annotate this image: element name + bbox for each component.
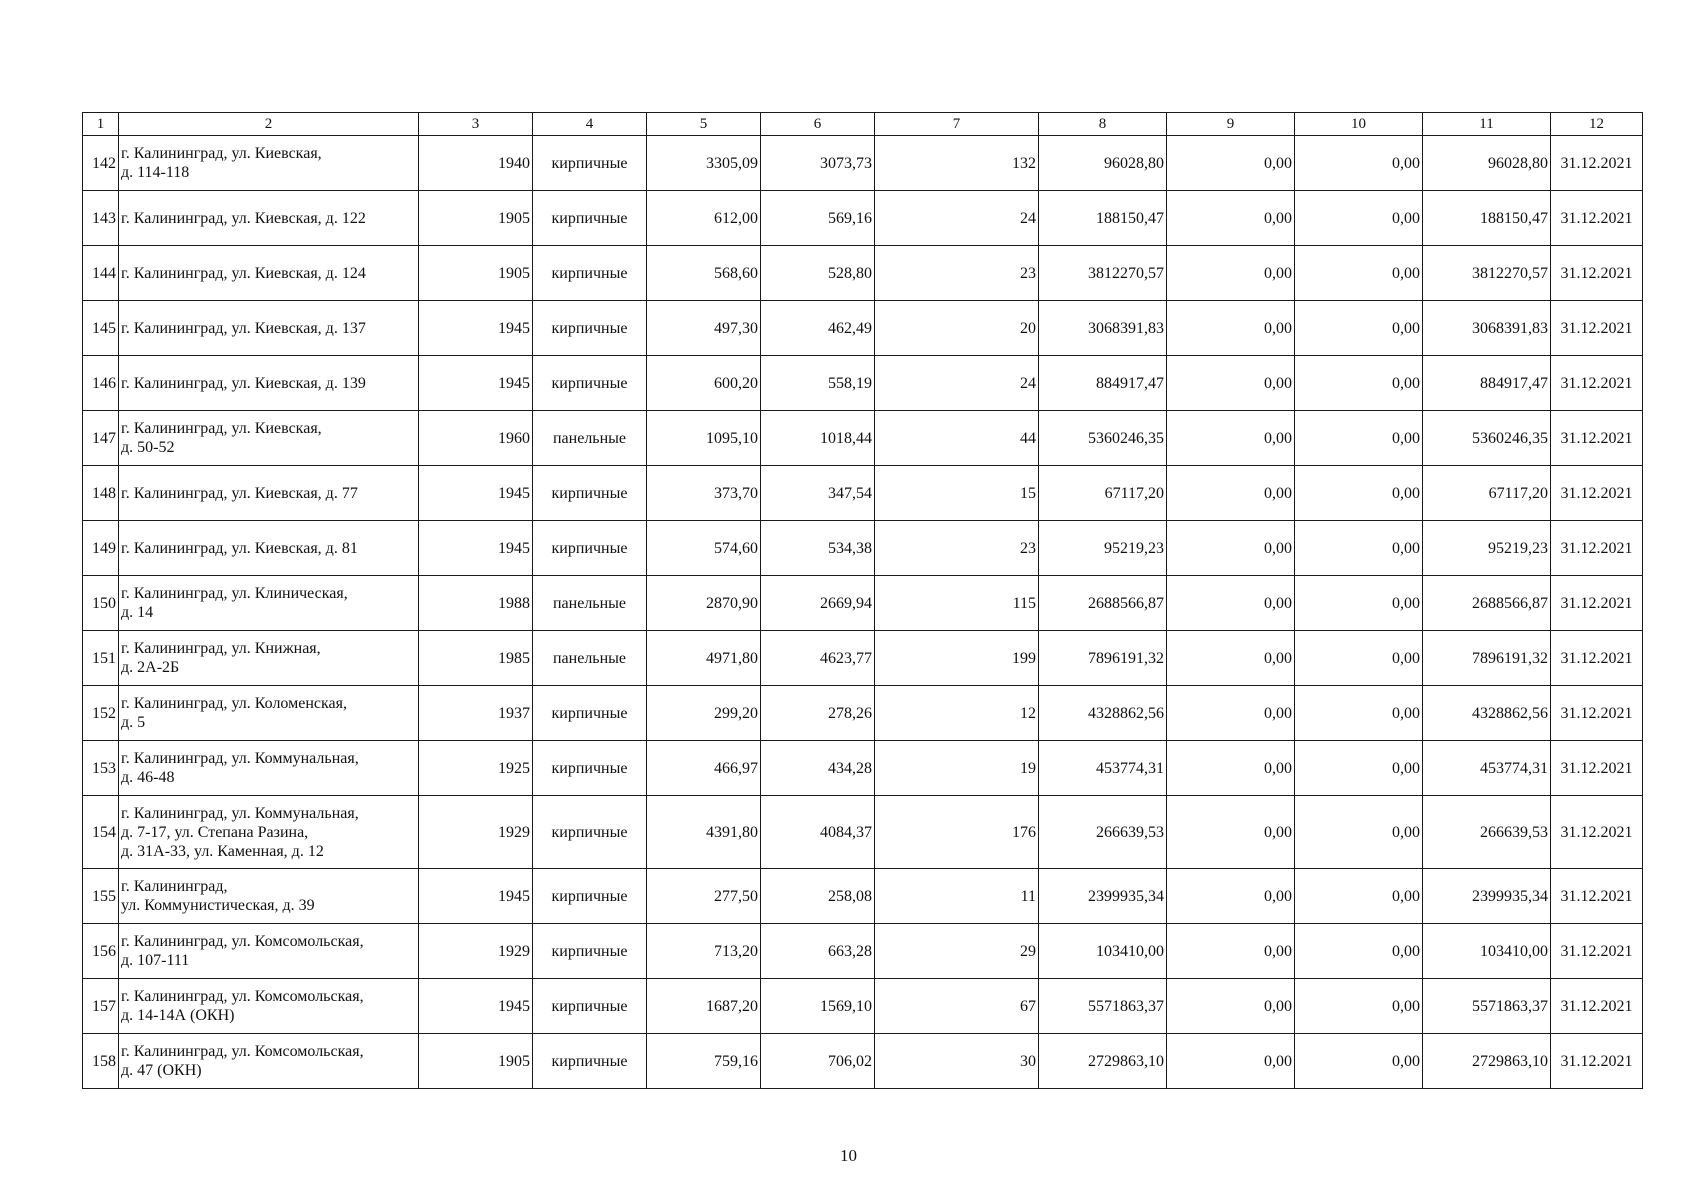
col7-cell: 12	[875, 686, 1039, 741]
col5-cell: 4971,80	[647, 631, 761, 686]
col9-cell: 0,00	[1167, 136, 1295, 191]
col7-cell: 15	[875, 466, 1039, 521]
year-cell: 1940	[419, 136, 533, 191]
date-cell: 31.12.2021	[1551, 979, 1643, 1034]
col8-cell: 2399935,34	[1039, 869, 1167, 924]
col8-cell: 3068391,83	[1039, 301, 1167, 356]
col11-cell: 4328862,56	[1423, 686, 1551, 741]
table-row	[83, 136, 1643, 191]
col11-cell: 188150,47	[1423, 191, 1551, 246]
column-number-8: 8	[1039, 113, 1167, 136]
address-cell	[119, 521, 419, 576]
column-number-7: 7	[875, 113, 1039, 136]
col11-cell: 2688566,87	[1423, 576, 1551, 631]
col7-cell: 20	[875, 301, 1039, 356]
row-number: 147	[83, 411, 119, 466]
address-line: ул. Коммунистическая, д. 39	[121, 897, 315, 914]
col9-cell: 0,00	[1167, 521, 1295, 576]
column-number-11: 11	[1423, 113, 1551, 136]
date-cell: 31.12.2021	[1551, 356, 1643, 411]
row-number: 158	[83, 1034, 119, 1089]
wall-material-cell: кирпичные	[533, 356, 647, 411]
address-line: д. 46-48	[121, 769, 175, 786]
col5-cell: 1095,10	[647, 411, 761, 466]
address-cell	[119, 796, 419, 869]
col10-cell: 0,00	[1295, 1034, 1423, 1089]
column-number-4: 4	[533, 113, 647, 136]
wall-material-cell: кирпичные	[533, 521, 647, 576]
address-line: д. 114-118	[121, 164, 190, 181]
col10-cell: 0,00	[1295, 521, 1423, 576]
row-number: 157	[83, 979, 119, 1034]
address-line: г. Калининград, ул. Комсомольская,	[121, 933, 364, 950]
col8-cell: 5360246,35	[1039, 411, 1167, 466]
col6-cell: 528,80	[761, 246, 875, 301]
wall-material-cell: кирпичные	[533, 466, 647, 521]
col8-cell: 884917,47	[1039, 356, 1167, 411]
address-cell	[119, 246, 419, 301]
col10-cell: 0,00	[1295, 466, 1423, 521]
wall-material-cell: кирпичные	[533, 301, 647, 356]
col5-cell: 759,16	[647, 1034, 761, 1089]
col10-cell: 0,00	[1295, 686, 1423, 741]
col5-cell: 600,20	[647, 356, 761, 411]
col5-cell: 373,70	[647, 466, 761, 521]
col8-cell: 96028,80	[1039, 136, 1167, 191]
year-cell: 1937	[419, 686, 533, 741]
col9-cell: 0,00	[1167, 631, 1295, 686]
col5-cell: 3305,09	[647, 136, 761, 191]
wall-material-cell: кирпичные	[533, 191, 647, 246]
col9-cell: 0,00	[1167, 191, 1295, 246]
col9-cell: 0,00	[1167, 301, 1295, 356]
col6-cell: 258,08	[761, 869, 875, 924]
col9-cell: 0,00	[1167, 741, 1295, 796]
wall-material-cell: кирпичные	[533, 136, 647, 191]
table-row	[83, 686, 1643, 741]
row-number: 142	[83, 136, 119, 191]
col10-cell: 0,00	[1295, 301, 1423, 356]
column-number-5: 5	[647, 113, 761, 136]
table-row	[83, 576, 1643, 631]
row-number: 144	[83, 246, 119, 301]
address-line: д. 50-52	[121, 439, 175, 456]
table-row	[83, 796, 1643, 869]
table-row	[83, 301, 1643, 356]
table-row	[83, 1034, 1643, 1089]
col6-cell: 278,26	[761, 686, 875, 741]
col10-cell: 0,00	[1295, 796, 1423, 869]
column-number-2: 2	[119, 113, 419, 136]
date-cell: 31.12.2021	[1551, 631, 1643, 686]
col8-cell: 266639,53	[1039, 796, 1167, 869]
col10-cell: 0,00	[1295, 631, 1423, 686]
address-line: г. Калининград, ул. Киевская, д. 77	[121, 484, 358, 502]
col7-cell: 23	[875, 521, 1039, 576]
year-cell: 1925	[419, 741, 533, 796]
col5-cell: 299,20	[647, 686, 761, 741]
address-cell	[119, 979, 419, 1034]
col8-cell: 4328862,56	[1039, 686, 1167, 741]
address-cell	[119, 136, 419, 191]
date-cell: 31.12.2021	[1551, 796, 1643, 869]
housing-registry-table	[82, 112, 1643, 1089]
column-number-9: 9	[1167, 113, 1295, 136]
col8-cell: 95219,23	[1039, 521, 1167, 576]
year-cell: 1985	[419, 631, 533, 686]
address-cell	[119, 466, 419, 521]
col7-cell: 24	[875, 356, 1039, 411]
col7-cell: 30	[875, 1034, 1039, 1089]
address-line: д. 7-17, ул. Степана Разина,	[121, 823, 309, 841]
row-number: 149	[83, 521, 119, 576]
year-cell: 1929	[419, 796, 533, 869]
date-cell: 31.12.2021	[1551, 576, 1643, 631]
row-number: 146	[83, 356, 119, 411]
year-cell: 1945	[419, 869, 533, 924]
col6-cell: 2669,94	[761, 576, 875, 631]
wall-material-cell: панельные	[533, 411, 647, 466]
col7-cell: 44	[875, 411, 1039, 466]
address-line: г. Калининград, ул. Киевская, д. 81	[121, 539, 358, 557]
col7-cell: 19	[875, 741, 1039, 796]
table-row	[83, 191, 1643, 246]
col10-cell: 0,00	[1295, 924, 1423, 979]
address-line: г. Калининград, ул. Коммунальная,	[121, 750, 359, 767]
table-row	[83, 411, 1643, 466]
date-cell: 31.12.2021	[1551, 521, 1643, 576]
col7-cell: 23	[875, 246, 1039, 301]
col11-cell: 3068391,83	[1423, 301, 1551, 356]
address-cell	[119, 576, 419, 631]
row-number: 150	[83, 576, 119, 631]
date-cell: 31.12.2021	[1551, 1034, 1643, 1089]
address-line: д. 107-111	[121, 952, 190, 969]
row-number: 151	[83, 631, 119, 686]
table-row	[83, 741, 1643, 796]
col5-cell: 497,30	[647, 301, 761, 356]
col10-cell: 0,00	[1295, 411, 1423, 466]
date-cell: 31.12.2021	[1551, 301, 1643, 356]
col6-cell: 4084,37	[761, 796, 875, 869]
col9-cell: 0,00	[1167, 979, 1295, 1034]
col7-cell: 67	[875, 979, 1039, 1034]
wall-material-cell: кирпичные	[533, 741, 647, 796]
row-number: 156	[83, 924, 119, 979]
col7-cell: 132	[875, 136, 1039, 191]
row-number: 143	[83, 191, 119, 246]
wall-material-cell: кирпичные	[533, 869, 647, 924]
col7-cell: 11	[875, 869, 1039, 924]
col7-cell: 115	[875, 576, 1039, 631]
col9-cell: 0,00	[1167, 796, 1295, 869]
address-line: г. Калининград, ул. Книжная,	[121, 640, 321, 657]
col6-cell: 462,49	[761, 301, 875, 356]
wall-material-cell: кирпичные	[533, 924, 647, 979]
address-line: д. 2А-2Б	[121, 659, 180, 676]
col9-cell: 0,00	[1167, 466, 1295, 521]
col8-cell: 7896191,32	[1039, 631, 1167, 686]
col6-cell: 569,16	[761, 191, 875, 246]
address-cell	[119, 741, 419, 796]
col11-cell: 2399935,34	[1423, 869, 1551, 924]
address-line: г. Калининград, ул. Комсомольская,	[121, 988, 364, 1005]
column-number-3: 3	[419, 113, 533, 136]
col11-cell: 96028,80	[1423, 136, 1551, 191]
col9-cell: 0,00	[1167, 411, 1295, 466]
col9-cell: 0,00	[1167, 576, 1295, 631]
table-row	[83, 631, 1643, 686]
year-cell: 1945	[419, 521, 533, 576]
table-row	[83, 466, 1643, 521]
col5-cell: 1687,20	[647, 979, 761, 1034]
year-cell: 1945	[419, 466, 533, 521]
col11-cell: 2729863,10	[1423, 1034, 1551, 1089]
row-number: 152	[83, 686, 119, 741]
col10-cell: 0,00	[1295, 191, 1423, 246]
col8-cell: 103410,00	[1039, 924, 1167, 979]
col6-cell: 534,38	[761, 521, 875, 576]
address-cell	[119, 686, 419, 741]
table-row	[83, 924, 1643, 979]
col6-cell: 347,54	[761, 466, 875, 521]
col11-cell: 453774,31	[1423, 741, 1551, 796]
page-number: 10	[840, 1146, 857, 1165]
col7-cell: 29	[875, 924, 1039, 979]
col11-cell: 7896191,32	[1423, 631, 1551, 686]
address-line: д. 47 (ОКН)	[121, 1062, 202, 1079]
col9-cell: 0,00	[1167, 869, 1295, 924]
address-cell	[119, 301, 419, 356]
col8-cell: 67117,20	[1039, 466, 1167, 521]
col8-cell: 453774,31	[1039, 741, 1167, 796]
year-cell: 1960	[419, 411, 533, 466]
row-number: 154	[83, 796, 119, 869]
col7-cell: 199	[875, 631, 1039, 686]
wall-material-cell: кирпичные	[533, 686, 647, 741]
col11-cell: 5360246,35	[1423, 411, 1551, 466]
year-cell: 1905	[419, 246, 533, 301]
address-cell	[119, 631, 419, 686]
col9-cell: 0,00	[1167, 686, 1295, 741]
col5-cell: 277,50	[647, 869, 761, 924]
address-line: г. Калининград, ул. Комсомольская,	[121, 1043, 364, 1060]
wall-material-cell: кирпичные	[533, 246, 647, 301]
wall-material-cell: панельные	[533, 576, 647, 631]
address-line: д. 31А-33, ул. Каменная, д. 12	[121, 842, 324, 860]
year-cell: 1905	[419, 1034, 533, 1089]
col5-cell: 713,20	[647, 924, 761, 979]
col6-cell: 1569,10	[761, 979, 875, 1034]
col11-cell: 3812270,57	[1423, 246, 1551, 301]
year-cell: 1905	[419, 191, 533, 246]
address-line: г. Калининград, ул. Киевская, д. 139	[121, 374, 366, 392]
column-number-6: 6	[761, 113, 875, 136]
address-line: д. 14-14А (ОКН)	[121, 1007, 235, 1024]
col5-cell: 574,60	[647, 521, 761, 576]
document-sheet	[82, 112, 1642, 1089]
address-cell	[119, 869, 419, 924]
wall-material-cell: панельные	[533, 631, 647, 686]
col6-cell: 4623,77	[761, 631, 875, 686]
year-cell: 1945	[419, 301, 533, 356]
row-number: 145	[83, 301, 119, 356]
table-row	[83, 869, 1643, 924]
date-cell: 31.12.2021	[1551, 741, 1643, 796]
year-cell: 1945	[419, 356, 533, 411]
year-cell: 1988	[419, 576, 533, 631]
address-line: г. Калининград, ул. Киевская, д. 124	[121, 264, 366, 282]
year-cell: 1945	[419, 979, 533, 1034]
address-line: г. Калининград, ул. Киевская, д. 122	[121, 209, 366, 227]
wall-material-cell: кирпичные	[533, 796, 647, 869]
date-cell: 31.12.2021	[1551, 136, 1643, 191]
col9-cell: 0,00	[1167, 356, 1295, 411]
address-cell	[119, 411, 419, 466]
col6-cell: 434,28	[761, 741, 875, 796]
table-row	[83, 521, 1643, 576]
col9-cell: 0,00	[1167, 1034, 1295, 1089]
col10-cell: 0,00	[1295, 741, 1423, 796]
address-line: г. Калининград, ул. Киевская, д. 137	[121, 319, 366, 337]
address-line: г. Калининград, ул. Киевская,	[121, 145, 322, 162]
address-cell	[119, 191, 419, 246]
row-number: 148	[83, 466, 119, 521]
table-body	[83, 113, 1643, 1089]
column-number-row	[83, 113, 1643, 136]
col10-cell: 0,00	[1295, 576, 1423, 631]
col6-cell: 558,19	[761, 356, 875, 411]
col5-cell: 568,60	[647, 246, 761, 301]
table-row	[83, 356, 1643, 411]
col5-cell: 4391,80	[647, 796, 761, 869]
table-row	[83, 246, 1643, 301]
col5-cell: 612,00	[647, 191, 761, 246]
col8-cell: 188150,47	[1039, 191, 1167, 246]
row-number: 153	[83, 741, 119, 796]
date-cell: 31.12.2021	[1551, 869, 1643, 924]
col8-cell: 3812270,57	[1039, 246, 1167, 301]
col10-cell: 0,00	[1295, 356, 1423, 411]
col7-cell: 24	[875, 191, 1039, 246]
address-cell	[119, 356, 419, 411]
col8-cell: 5571863,37	[1039, 979, 1167, 1034]
col11-cell: 266639,53	[1423, 796, 1551, 869]
col11-cell: 67117,20	[1423, 466, 1551, 521]
col7-cell: 176	[875, 796, 1039, 869]
address-cell	[119, 1034, 419, 1089]
address-line: г. Калининград, ул. Клиническая,	[121, 585, 348, 602]
col5-cell: 2870,90	[647, 576, 761, 631]
wall-material-cell: кирпичные	[533, 1034, 647, 1089]
table-row	[83, 979, 1643, 1034]
col11-cell: 95219,23	[1423, 521, 1551, 576]
date-cell: 31.12.2021	[1551, 411, 1643, 466]
column-number-1: 1	[83, 113, 119, 136]
col10-cell: 0,00	[1295, 869, 1423, 924]
row-number: 155	[83, 869, 119, 924]
address-line: г. Калининград,	[121, 878, 228, 895]
col10-cell: 0,00	[1295, 136, 1423, 191]
date-cell: 31.12.2021	[1551, 246, 1643, 301]
column-number-10: 10	[1295, 113, 1423, 136]
col11-cell: 103410,00	[1423, 924, 1551, 979]
col10-cell: 0,00	[1295, 246, 1423, 301]
col5-cell: 466,97	[647, 741, 761, 796]
column-number-12: 12	[1551, 113, 1643, 136]
col6-cell: 3073,73	[761, 136, 875, 191]
address-line: г. Калининград, ул. Коммунальная,	[121, 804, 359, 822]
col11-cell: 884917,47	[1423, 356, 1551, 411]
col11-cell: 5571863,37	[1423, 979, 1551, 1034]
address-line: д. 14	[121, 604, 154, 621]
col6-cell: 706,02	[761, 1034, 875, 1089]
date-cell: 31.12.2021	[1551, 686, 1643, 741]
address-line: г. Калининград, ул. Коломенская,	[121, 695, 348, 712]
address-cell	[119, 924, 419, 979]
address-line: д. 5	[121, 714, 146, 731]
col9-cell: 0,00	[1167, 924, 1295, 979]
col6-cell: 663,28	[761, 924, 875, 979]
col10-cell: 0,00	[1295, 979, 1423, 1034]
col8-cell: 2729863,10	[1039, 1034, 1167, 1089]
date-cell: 31.12.2021	[1551, 466, 1643, 521]
wall-material-cell: кирпичные	[533, 979, 647, 1034]
address-line: г. Калининград, ул. Киевская,	[121, 420, 322, 437]
col9-cell: 0,00	[1167, 246, 1295, 301]
col8-cell: 2688566,87	[1039, 576, 1167, 631]
date-cell: 31.12.2021	[1551, 924, 1643, 979]
date-cell: 31.12.2021	[1551, 191, 1643, 246]
year-cell: 1929	[419, 924, 533, 979]
col6-cell: 1018,44	[761, 411, 875, 466]
